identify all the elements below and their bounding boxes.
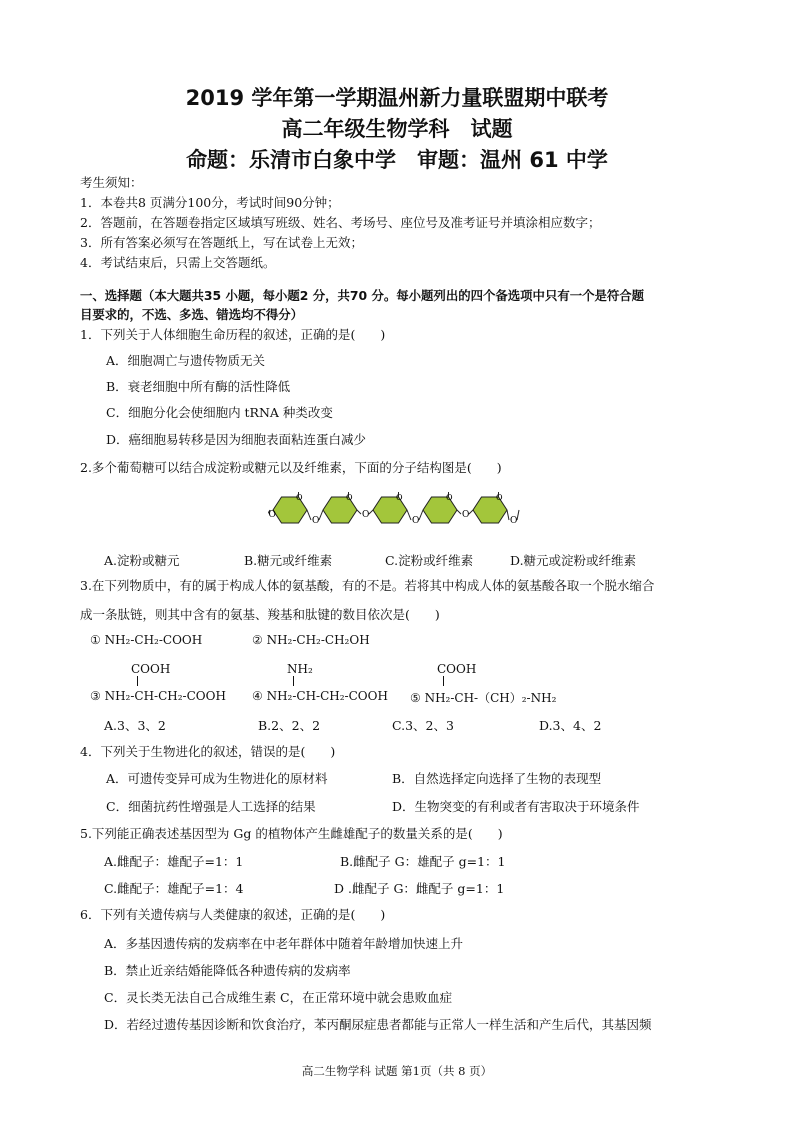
glycosidic-bond (419, 510, 423, 520)
q1-option-b: B．衰老细胞中所有酶的活性降低 (106, 379, 291, 394)
q4-stem: 4．下列关于生物进化的叙述，错误的是( ) (80, 744, 336, 759)
compound-5: ⑤ NH₂-CH-（CH）₂-NH₂ (410, 691, 557, 705)
compound-4-branch: NH₂ (287, 662, 313, 676)
q6-option-c: C．灵长类无法自己合成维生素 C，在正常环境中就会患败血症 (104, 990, 453, 1005)
q5-option-c: C.雌配子：雄配子=1：4 (104, 881, 244, 896)
q2-stem: 2.多个葡萄糖可以结合成淀粉或糖元以及纤维素，下面的分子结构图是( ) (80, 460, 502, 475)
page-footer: 高二生物学科 试题 第1页（共 8 页） (301, 1064, 493, 1078)
bond-line (443, 676, 444, 686)
notice-item: 2．答题前，在答题卷指定区域填写班级、姓名、考场号、座位号及准考证号并填涂相应数字； (80, 215, 601, 230)
q2-option-b: B.糖元或纤维素 (244, 553, 333, 568)
q3-option-d: D.3、4、2 (539, 718, 602, 733)
glycosidic-bond (469, 510, 473, 514)
q2-option-d: D.糖元或淀粉或纤维素 (510, 553, 637, 568)
ring-oxygen-label: O (296, 493, 303, 502)
q4-option-a: A．可遗传变异可成为生物进化的原材料 (106, 771, 328, 786)
exam-title: 2019 学年第一学期温州新力量联盟期中联考 (185, 86, 609, 110)
compound-4: ④ NH₂-CH-CH₂-COOH (252, 689, 388, 703)
bond-line (293, 676, 294, 686)
q3-stem-line2: 成一条肽链，则其中含有的氨基、羧基和肽键的数目依次是( ) (80, 607, 440, 622)
q4-option-c: C．细菌抗药性增强是人工选择的结果 (106, 799, 316, 814)
glycosidic-bond (319, 510, 323, 520)
q2-option-c: C.淀粉或纤维素 (385, 553, 474, 568)
section-heading-line2: 目要求的，不选、多选、错选均不得分） (80, 307, 304, 322)
glycosidic-oxygen-label: O (312, 516, 320, 526)
ring-oxygen-label: O (446, 493, 453, 502)
notice-item: 1．本卷共8 页满分100分，考试时间90分钟； (80, 195, 340, 210)
glycosidic-oxygen-label: O (268, 510, 276, 520)
q1-option-d: D．癌细胞易转移是因为细胞表面粘连蛋白减少 (106, 432, 367, 447)
glycosidic-bond (369, 510, 373, 514)
bond-line (137, 676, 138, 686)
q1-option-c: C．细胞分化会使细胞内 tRNA 种类改变 (106, 405, 333, 420)
glucose-chain-diagram (268, 484, 528, 534)
ring-oxygen-label: O (396, 493, 403, 502)
glycosidic-oxygen-label: O (362, 510, 370, 520)
q3-stem-line1: 3.在下列物质中，有的属于构成人体的氨基酸，有的不是。若将其中构成人体的氨基酸各取一个脱水缩合 (80, 578, 655, 593)
q6-option-b: B．禁止近亲结婚能降低各种遗传病的发病率 (104, 963, 351, 978)
q4-option-b: B．自然选择定向选择了生物的表现型 (392, 771, 602, 786)
q1-stem: 1．下列关于人体细胞生命历程的叙述，正确的是( ) (80, 327, 386, 342)
section-heading-line1: 一、选择题（本大题共35 小题，每小题2 分，共70 分。每小题列出的四个备选项中只有一个是符合题 (80, 288, 645, 303)
q1-option-a: A．细胞凋亡与遗传物质无关 (106, 353, 266, 368)
glycosidic-oxygen-label: O (462, 510, 470, 520)
glycosidic-oxygen-label: O (510, 516, 518, 526)
ring-oxygen-label: O (346, 493, 353, 502)
q2-option-a: A.淀粉或糖元 (104, 553, 180, 568)
q6-option-d: D．若经过遗传基因诊断和饮食治疗，苯丙酮尿症患者都能与正常人一样生活和产生后代，其基因频 (104, 1017, 652, 1032)
q3-option-a: A.3、3、2 (104, 718, 166, 733)
notice-item: 3．所有答案必须写在答题纸上，写在试卷上无效； (80, 235, 363, 250)
glycosidic-bond (307, 510, 311, 520)
ring-oxygen-label: O (496, 493, 503, 502)
glycosidic-bond (407, 510, 411, 520)
q5-option-d: D .雌配子 G：雌配子 g=1：1 (334, 881, 505, 896)
q3-option-b: B.2、2、2 (258, 718, 321, 733)
q5-stem: 5.下列能正确表述基因型为 Gg 的植物体产生雌雄配子的数量关系的是( ) (80, 826, 503, 841)
compound-5-branch: COOH (437, 662, 477, 676)
glycosidic-bond (507, 510, 509, 520)
q6-stem: 6．下列有关遗传病与人类健康的叙述，正确的是( ) (80, 907, 386, 922)
q3-option-c: C.3、2、3 (392, 718, 454, 733)
q6-option-a: A．多基因遗传病的发病率在中老年群体中随着年龄增加快速上升 (104, 936, 464, 951)
q4-option-d: D．生物突变的有利或者有害取决于环境条件 (392, 799, 640, 814)
glycosidic-bond (457, 510, 461, 514)
compound-2: ② NH₂-CH₂-CH₂OH (252, 633, 370, 647)
exam-authors: 命题：乐清市白象中学 审题：温州 61 中学 (186, 148, 608, 172)
glycosidic-bond (357, 510, 361, 514)
notice-item: 4．考试结束后，只需上交答题纸。 (80, 255, 276, 270)
notice-heading: 考生须知： (80, 175, 143, 190)
compound-3-branch: COOH (131, 662, 171, 676)
q5-option-b: B.雌配子 G：雄配子 g=1：1 (340, 854, 506, 869)
q5-option-a: A.雌配子：雄配子=1：1 (104, 854, 244, 869)
exam-subtitle: 高二年级生物学科 试题 (281, 117, 513, 141)
glycosidic-oxygen-label: O (412, 516, 420, 526)
compound-3: ③ NH₂-CH-CH₂-COOH (90, 689, 226, 703)
compound-1: ① NH₂-CH₂-COOH (90, 633, 203, 647)
